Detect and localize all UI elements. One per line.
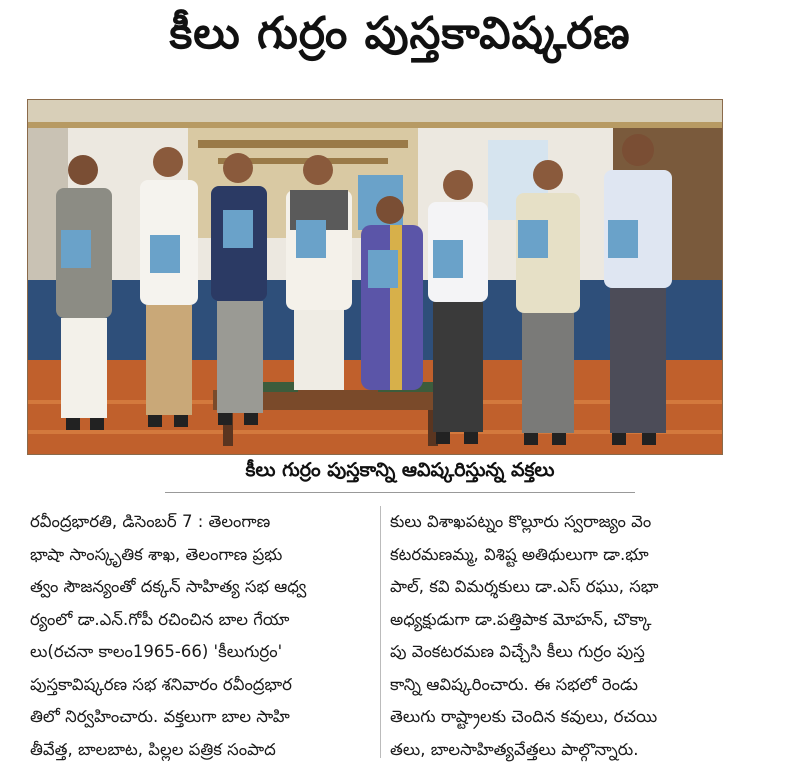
article-column-right <box>390 506 734 766</box>
text-line: తీవేత్త, బాలబాట, పిల్లల పత్రిక సంపాద <box>30 739 276 759</box>
column-divider <box>380 506 381 758</box>
person-3 <box>211 153 267 425</box>
text-line: అధ్యక్షుడుగా డా.పత్తిపాక మోహన్, చొక్కా <box>390 609 652 629</box>
person-5 <box>361 196 423 390</box>
event-photo <box>27 99 723 455</box>
text-line: లు(రచనా కాలం1965-66) 'కీలుగుర్రం' <box>30 642 283 661</box>
cornice <box>28 122 722 128</box>
text-line: పాల్, కవి విమర్శకులు డా.ఎస్ రఘు, సభా <box>390 577 659 596</box>
text-line: తెలుగు రాష్ట్రాలకు చెందిన కవులు, రచయి <box>390 707 658 726</box>
person-6 <box>428 170 488 444</box>
text-line: రవీంద్రభారతి, డిసెంబర్ 7 : తెలంగాణ <box>30 512 271 531</box>
text-line: కటరమణమ్మ, విశిష్ట అతిథులుగా డా.భూ <box>390 544 649 564</box>
photo-caption: కీలు గుర్రం పుస్తకాన్ని ఆవిష్కరిస్తున్న వక్తలు <box>245 459 555 481</box>
text-line: పు వెంకటరమణ విచ్చేసి కీలు గుర్రం పుస్త <box>390 642 645 661</box>
text-line: కులు విశాఖపట్నం కొల్లూరు స్వరాజ్యం వెం <box>390 512 652 531</box>
person-7 <box>516 160 580 445</box>
book-launch-photo-illustration <box>28 100 722 454</box>
text-line: భాషా సాంస్కృతిక శాఖ, తెలంగాణ ప్రభు <box>30 544 283 564</box>
text-line: ర్యంలో డా.ఎన్.గోపీ రచించిన బాల గేయా <box>30 609 290 629</box>
text-line: పుస్తకావిష్కరణ సభ శనివారం రవీంద్రభార <box>30 674 292 694</box>
text-line: తిలో నిర్వహించారు. వక్తలుగా బాల సాహి <box>30 707 290 726</box>
text-line: తలు, బాలసాహిత్యవేత్తలు పాల్గొన్నారు. <box>390 739 639 759</box>
caption-rule <box>165 492 635 493</box>
ceiling-trim <box>28 100 722 122</box>
headline: కీలు గుర్రం పుస్తకావిష్కరణ <box>169 8 631 59</box>
person-8 <box>604 134 672 445</box>
banner-text-bar <box>198 140 408 148</box>
text-line: కాన్ని ఆవిష్కరించారు. ఈ సభలో రెండు <box>390 674 638 694</box>
text-line: త్వం సౌజన్యంతో దక్కన్ సాహిత్య సభ ఆధ్వ <box>30 577 307 596</box>
person-1 <box>56 155 112 430</box>
person-2 <box>140 147 198 427</box>
person-4 <box>286 155 352 390</box>
article-column-left <box>30 506 374 766</box>
